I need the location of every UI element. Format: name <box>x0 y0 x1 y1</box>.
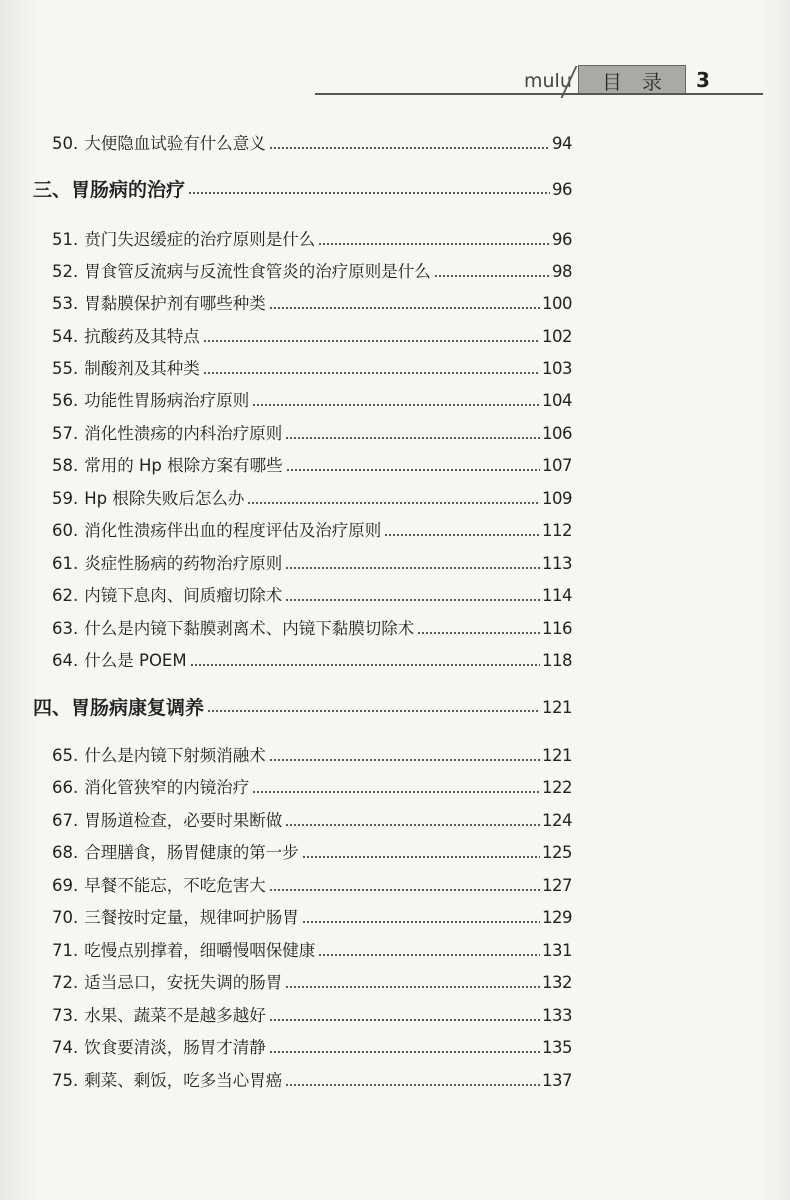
toc-entry <box>52 259 572 283</box>
dot-leader <box>207 709 540 713</box>
toc-entry-title: 胃食管反流病与反流性食管炎的治疗原则是什么 <box>84 262 431 281</box>
toc-entry-title: 吃慢点别撑着，细嚼慢咽保健康 <box>84 941 316 960</box>
toc-entry-number: 四、 <box>33 697 72 719</box>
toc-entry-title: 炎症性肠病的药物治疗原则 <box>84 554 283 573</box>
toc-entry-page: 114 <box>542 586 572 605</box>
header-section-tab <box>578 65 686 94</box>
toc-entry-title: 饮食要清淡，肠胃才清静 <box>84 1038 266 1057</box>
toc-entry-title: 常用的 Hp 根除方案有哪些 <box>84 456 283 475</box>
dot-leader <box>269 888 540 892</box>
toc-entry-page: 125 <box>542 843 572 862</box>
dot-leader <box>286 468 540 472</box>
toc-entry-page: 113 <box>542 554 572 573</box>
dot-leader <box>285 598 540 602</box>
toc-entry-page: 102 <box>542 327 572 346</box>
dot-leader <box>285 436 540 440</box>
toc-entry-page: 106 <box>542 424 572 443</box>
toc-entry-page: 131 <box>542 941 572 960</box>
toc-entry-number: 68. <box>52 843 79 862</box>
toc-entry <box>52 1003 572 1027</box>
dot-leader <box>203 371 540 375</box>
toc-entry-title: 什么是内镜下黏膜剥离术、内镜下黏膜切除术 <box>84 619 415 638</box>
toc-entry-title: 三餐按时定量，规律呵护肠胃 <box>84 908 299 927</box>
toc-entry-title: 适当忌口，安抚失调的肠胃 <box>84 973 283 992</box>
toc-entry-number: 73. <box>52 1006 79 1025</box>
toc-entry-page: 116 <box>542 619 572 638</box>
toc-entry <box>52 551 572 575</box>
dot-leader <box>269 1018 540 1022</box>
dot-leader <box>252 790 540 794</box>
toc-entry <box>52 648 572 672</box>
dot-leader <box>302 855 540 859</box>
dot-leader <box>285 985 540 989</box>
toc-entry-number: 57. <box>52 424 79 443</box>
toc-entry <box>52 453 572 477</box>
toc-entry-page: 121 <box>542 698 572 717</box>
toc-entry-page: 137 <box>542 1071 572 1090</box>
toc-entry-page: 133 <box>542 1006 572 1025</box>
toc-entry-title: 消化性溃疡伴出血的程度评估及治疗原则 <box>84 521 382 540</box>
toc-entry-title: 贲门失迟缓症的治疗原则是什么 <box>84 230 316 249</box>
toc-entry-title: 内镜下息肉、间质瘤切除术 <box>84 586 283 605</box>
toc-entry-page: 127 <box>542 876 572 895</box>
toc-entry-title: 消化管狭窄的内镜治疗 <box>84 778 250 797</box>
toc-entry-title: 胃肠病的治疗 <box>71 179 186 201</box>
toc-entry-number: 三、 <box>33 179 72 201</box>
toc-entry <box>52 227 572 251</box>
toc-entry-title: 功能性胃肠病治疗原则 <box>84 391 250 410</box>
toc-section-heading <box>33 693 572 719</box>
toc-entry-page: 132 <box>542 973 572 992</box>
toc-entry-number: 64. <box>52 651 79 670</box>
toc-entry <box>52 486 572 510</box>
toc-entry <box>52 743 572 767</box>
toc-entry <box>52 518 572 542</box>
toc-entry-page: 100 <box>542 294 572 313</box>
dot-leader <box>269 306 540 310</box>
toc-entry-title: 抗酸药及其特点 <box>84 327 200 346</box>
dot-leader <box>269 758 540 762</box>
toc-entry <box>52 131 572 155</box>
dot-leader <box>203 339 540 343</box>
dot-leader <box>384 533 540 537</box>
toc-entry-number: 52. <box>52 262 79 281</box>
toc-entry-page: 122 <box>542 778 572 797</box>
toc-entry-title: 早餐不能忘，不吃危害大 <box>84 876 266 895</box>
toc-entry-page: 135 <box>542 1038 572 1057</box>
dot-leader <box>302 920 540 924</box>
toc-entry <box>52 775 572 799</box>
toc-entry <box>52 970 572 994</box>
toc-entry-page: 103 <box>542 359 572 378</box>
toc-entry-number: 55. <box>52 359 79 378</box>
toc-entry-page: 124 <box>542 811 572 830</box>
dot-leader <box>417 631 540 635</box>
toc-entry <box>52 938 572 962</box>
toc-entry-page: 98 <box>552 262 572 281</box>
toc-entry-title: 水果、蔬菜不是越多越好 <box>84 1006 266 1025</box>
toc-entry-page: 129 <box>542 908 572 927</box>
dot-leader <box>318 242 550 246</box>
dot-leader <box>285 1083 540 1087</box>
toc-entry-number: 59. <box>52 489 79 508</box>
toc-entry-number: 70. <box>52 908 79 927</box>
toc-entry-number: 65. <box>52 746 79 765</box>
dot-leader <box>434 274 550 278</box>
toc-entry-number: 75. <box>52 1071 79 1090</box>
toc-entry <box>52 356 572 380</box>
dot-leader <box>252 403 540 407</box>
header-rule <box>315 93 763 95</box>
toc-entry-number: 74. <box>52 1038 79 1057</box>
toc-entry-number: 61. <box>52 554 79 573</box>
dot-leader <box>318 953 540 957</box>
toc-entry-number: 58. <box>52 456 79 475</box>
toc-entry <box>52 808 572 832</box>
toc-entry <box>52 421 572 445</box>
toc-entry-number: 62. <box>52 586 79 605</box>
toc-entry-title: 制酸剂及其种类 <box>84 359 200 378</box>
toc-entry-title: 合理膳食，肠胃健康的第一步 <box>84 843 299 862</box>
toc-entry <box>52 840 572 864</box>
toc-entry <box>52 905 572 929</box>
dot-leader <box>247 501 540 505</box>
toc-entry-number: 72. <box>52 973 79 992</box>
toc-entry-number: 50. <box>52 134 79 153</box>
toc-entry-page: 112 <box>542 521 572 540</box>
toc-entry-title: 剩菜、剩饭，吃多当心胃癌 <box>84 1071 283 1090</box>
toc-entry-number: 69. <box>52 876 79 895</box>
dot-leader <box>269 1050 540 1054</box>
toc-entry-page: 94 <box>552 134 572 153</box>
toc-entry-page: 121 <box>542 746 572 765</box>
toc-entry-title: 大便隐血试验有什么意义 <box>84 134 266 153</box>
dot-leader <box>285 823 540 827</box>
toc-entry-title: 什么是内镜下射频消融术 <box>84 746 266 765</box>
toc-section-heading <box>33 175 572 201</box>
running-header <box>0 60 790 100</box>
toc-entry-number: 71. <box>52 941 79 960</box>
header-section-title: 目录 <box>602 69 682 94</box>
toc-entry-title: 胃肠道检查，必要时果断做 <box>84 811 283 830</box>
toc-entry <box>52 1035 572 1059</box>
toc-entry-number: 60. <box>52 521 79 540</box>
toc-entry <box>52 291 572 315</box>
toc-entry-number: 66. <box>52 778 79 797</box>
toc-entry-page: 118 <box>542 651 572 670</box>
toc-entry <box>52 583 572 607</box>
toc-entry-page: 109 <box>542 489 572 508</box>
toc-entry-page: 96 <box>552 180 572 199</box>
toc-entry <box>52 388 572 412</box>
toc-entry-number: 51. <box>52 230 79 249</box>
header-pinyin: mulu <box>524 70 572 92</box>
toc-entry-title: 胃肠病康复调养 <box>71 697 205 719</box>
toc-entry-title: 胃黏膜保护剂有哪些种类 <box>84 294 266 313</box>
toc-entry-title: 什么是 POEM <box>84 651 187 670</box>
dot-leader <box>188 191 550 195</box>
toc-entry-number: 53. <box>52 294 79 313</box>
dot-leader <box>269 146 550 150</box>
toc-entry <box>52 324 572 348</box>
toc-entry-number: 63. <box>52 619 79 638</box>
toc-entry-number: 54. <box>52 327 79 346</box>
toc-entry <box>52 616 572 640</box>
toc-entry <box>52 1068 572 1092</box>
dot-leader <box>285 566 540 570</box>
toc-entry-page: 96 <box>552 230 572 249</box>
toc-entry <box>52 873 572 897</box>
page-number: 3 <box>696 68 710 92</box>
toc-entry-number: 67. <box>52 811 79 830</box>
toc-entry-page: 107 <box>542 456 572 475</box>
toc-entry-title: Hp 根除失败后怎么办 <box>84 489 245 508</box>
toc-entry-number: 56. <box>52 391 79 410</box>
dot-leader <box>190 663 540 667</box>
toc-entry-title: 消化性溃疡的内科治疗原则 <box>84 424 283 443</box>
toc-entry-page: 104 <box>542 391 572 410</box>
